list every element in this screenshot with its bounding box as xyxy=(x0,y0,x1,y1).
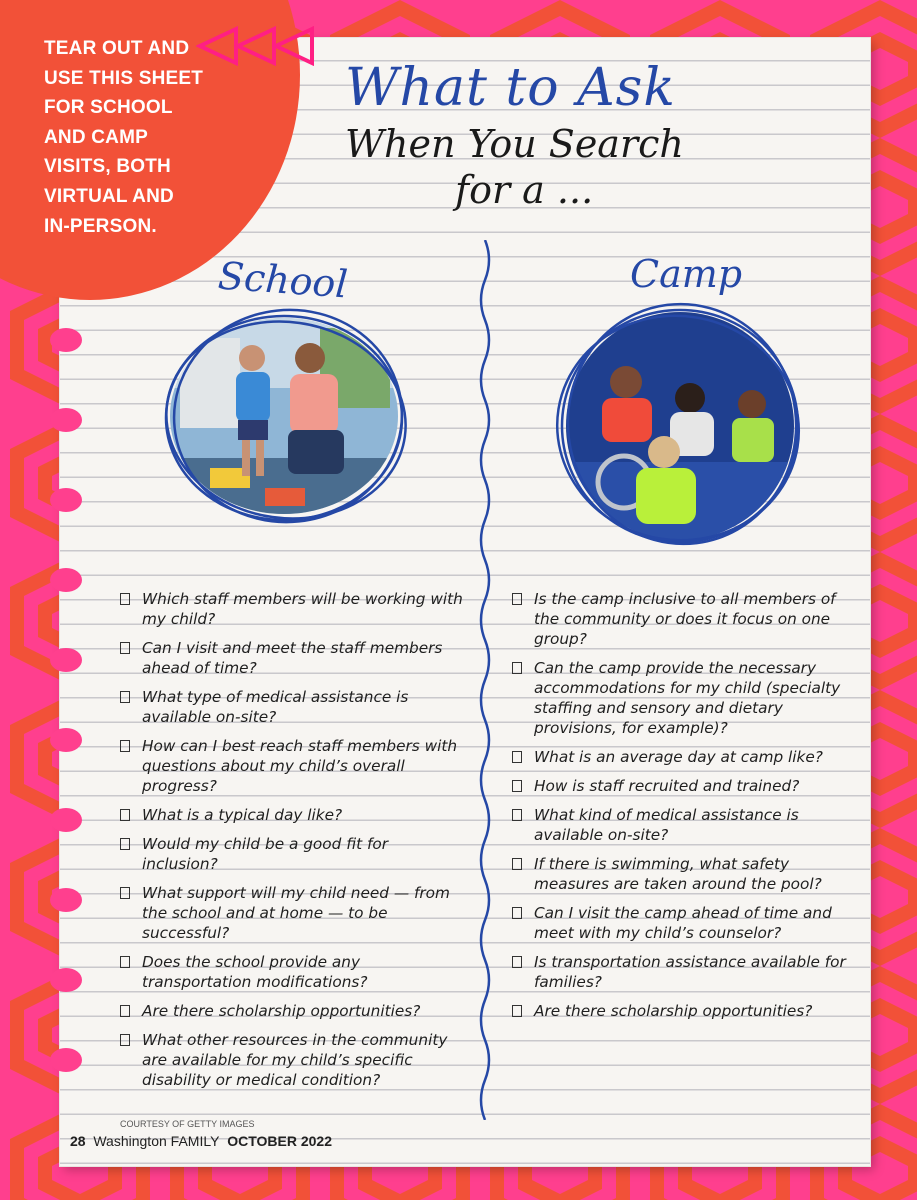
checkbox-icon[interactable] xyxy=(120,691,130,703)
banner-line: FOR SCHOOL xyxy=(44,97,173,119)
banner-line: TEAR OUT AND xyxy=(44,38,190,59)
list-item: What is a typical day like? xyxy=(118,805,463,825)
banner-line: VISITS, BOTH xyxy=(44,156,171,178)
checkbox-icon[interactable] xyxy=(512,780,522,792)
checkbox-icon[interactable] xyxy=(120,809,130,821)
triple-arrow-icon xyxy=(196,26,318,66)
checkbox-icon[interactable] xyxy=(512,662,522,674)
heading-line-3: for a ... xyxy=(455,168,594,212)
school-column-title: School xyxy=(216,253,350,307)
banner-line: VIRTUAL AND xyxy=(44,185,174,207)
list-item: If there is swimming, what safety measures are taken around the pool? xyxy=(510,854,855,894)
checkbox-icon[interactable] xyxy=(512,809,522,821)
torn-edge-holes xyxy=(48,300,108,1160)
checkbox-icon[interactable] xyxy=(512,593,522,605)
banner-line: IN-PERSON. xyxy=(44,215,157,237)
checkbox-icon[interactable] xyxy=(512,907,522,919)
checkbox-icon[interactable] xyxy=(120,740,130,752)
checkbox-icon[interactable] xyxy=(512,1005,522,1017)
camp-column-title: Camp xyxy=(630,252,743,296)
checkbox-icon[interactable] xyxy=(120,838,130,850)
school-photo xyxy=(170,318,398,514)
checkbox-icon[interactable] xyxy=(512,956,522,968)
publication-name: Washington FAMILY xyxy=(93,1133,220,1149)
checkbox-icon[interactable] xyxy=(120,593,130,605)
issue-date: OCTOBER 2022 xyxy=(227,1133,332,1149)
list-item: Is the camp inclusive to all members of the community or does it focus on one group? xyxy=(510,589,855,649)
checkbox-icon[interactable] xyxy=(512,751,522,763)
page-footer xyxy=(70,1133,332,1149)
list-item: Can the camp provide the necessary accommodations for my child (specialty staffing and sensory and dietary provisions, for example)? xyxy=(510,658,855,738)
list-item: Which staff members will be working with my child? xyxy=(118,589,463,629)
camp-photo xyxy=(566,312,794,540)
list-item: Can I visit and meet the staff members ahead of time? xyxy=(118,638,463,678)
school-question-list xyxy=(118,589,463,1090)
list-item: Would my child be a good fit for inclusion? xyxy=(118,834,463,874)
list-item: Is transportation assistance available for families? xyxy=(510,952,855,992)
checkbox-icon[interactable] xyxy=(120,642,130,654)
heading-line-2: When You Search xyxy=(345,122,684,166)
page-number: 28 xyxy=(70,1133,86,1149)
camp-question-list xyxy=(510,589,855,1021)
list-item: How can I best reach staff members with questions about my child’s overall progress? xyxy=(118,736,463,796)
list-item: What other resources in the community are available for my child’s specific disability or medical condition? xyxy=(118,1030,463,1090)
list-item: Are there scholarship opportunities? xyxy=(118,1001,463,1021)
list-item: What is an average day at camp like? xyxy=(510,747,855,767)
checkbox-icon[interactable] xyxy=(120,1034,130,1046)
checkbox-icon[interactable] xyxy=(512,858,522,870)
checkbox-icon[interactable] xyxy=(120,1005,130,1017)
list-item: What type of medical assistance is available on-site? xyxy=(118,687,463,727)
banner-line: AND CAMP xyxy=(44,126,148,148)
column-divider xyxy=(470,240,500,1120)
list-item: Can I visit the camp ahead of time and meet with my child’s counselor? xyxy=(510,903,855,943)
photo-credit: COURTESY OF GETTY IMAGES xyxy=(120,1119,255,1129)
banner-line: USE THIS SHEET xyxy=(44,67,204,89)
checkbox-icon[interactable] xyxy=(120,887,130,899)
list-item: What kind of medical assistance is available on-site? xyxy=(510,805,855,845)
heading-line-1: What to Ask xyxy=(345,58,676,118)
list-item: Are there scholarship opportunities? xyxy=(510,1001,855,1021)
corner-banner-text xyxy=(44,34,214,241)
list-item: What support will my child need — from the school and at home — to be successful? xyxy=(118,883,463,943)
list-item: Does the school provide any transportation modifications? xyxy=(118,952,463,992)
checkbox-icon[interactable] xyxy=(120,956,130,968)
list-item: How is staff recruited and trained? xyxy=(510,776,855,796)
